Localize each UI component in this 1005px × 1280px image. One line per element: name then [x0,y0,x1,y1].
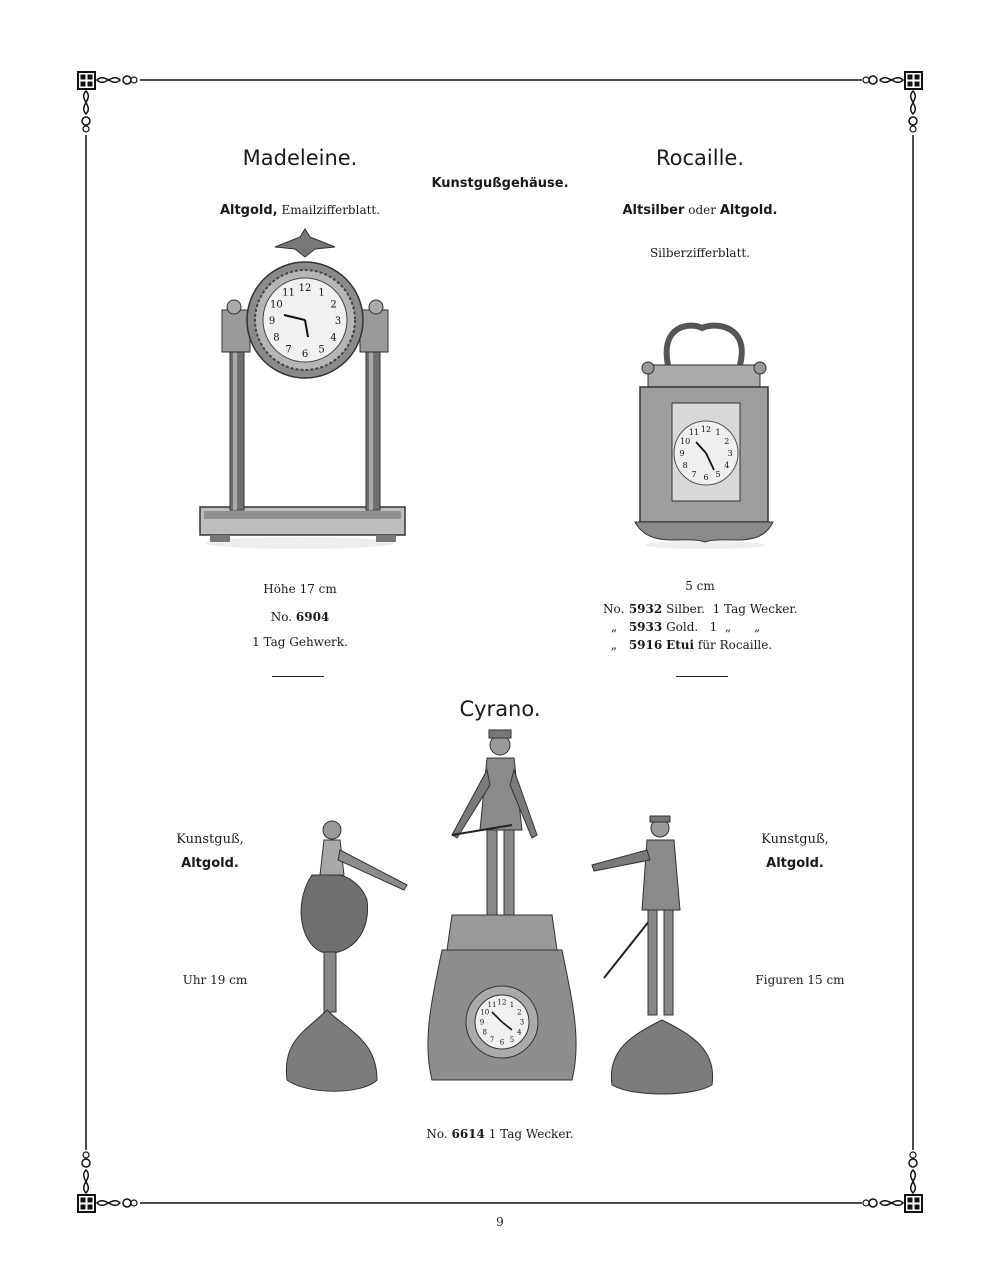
dial-numeral: 11 [688,428,700,438]
dial-numeral: 11 [282,287,295,299]
dial-numeral: 1 [715,428,721,438]
dial-numeral: 11 [487,1001,497,1010]
dial-numeral: 10 [480,1008,490,1017]
dial-numeral: 4 [330,332,337,344]
madeleine-divider [272,676,324,677]
dial-numeral: 1 [318,287,325,299]
dial-numeral: 7 [691,469,697,479]
rocaille-size: 5 cm [685,579,715,593]
dial-numeral: 7 [489,1035,495,1044]
madeleine-number: No. 6904 [270,610,330,624]
dial-numeral: 12 [497,998,507,1007]
rocaille-title: Rocaille. [655,146,744,170]
dial-numeral: 2 [724,437,730,446]
corner-ornament-top-left [78,72,137,132]
cyrano-clock [428,950,576,1080]
corner-ornament-bottom-right [863,1152,922,1212]
dial-numeral: 9 [479,1018,485,1027]
dial-numeral: 6 [301,349,309,360]
dial-numeral: 6 [703,473,709,482]
rocaille-row: „ 5933 Gold. 1 „ „ [610,620,761,634]
dial-numeral: 8 [482,1028,487,1037]
madeleine-height: Höhe 17 cm [263,582,337,596]
madeleine-title: Madeleine. [242,146,358,170]
cyrano-right-material: Kunstguß, [761,832,829,847]
gallant-figure [592,816,713,1094]
gentleman-figure [447,730,557,950]
rocaille-clock-illustration [630,320,780,550]
madeleine-movement: 1 Tag Gehwerk. [252,635,348,649]
rocaille-dial: Silberzifferblatt. [649,246,751,260]
rocaille-row: No. 5932 Silber. 1 Tag Wecker. [603,602,798,616]
dial-numeral: 5 [715,469,721,479]
lady-figure [286,821,407,1091]
corner-ornament-bottom-left [78,1152,137,1212]
page-subtitle: Kunstgußgehäuse. [431,176,569,191]
dial-numeral: 2 [330,299,337,311]
corner-ornament-top-right [863,72,922,132]
dial-numeral: 1 [509,1001,515,1010]
madeleine-material: Altgold, Emailzifferblatt. [219,203,381,218]
dial-numeral: 2 [517,1008,522,1017]
cyrano-left-material: Kunstguß, [176,832,244,847]
dial-numeral: 10 [270,299,283,311]
dial-numeral: 8 [273,332,280,344]
dial-numeral: 9 [679,449,685,458]
rocaille-material: Altsilber oder Altgold. [622,203,778,218]
cyrano-right-color: Altgold. [766,856,824,871]
dial-numeral: 7 [285,344,292,356]
dial-numeral: 3 [519,1018,525,1027]
page-number: 9 [496,1215,504,1229]
dial-numeral: 8 [682,461,688,470]
cyrano-title: Cyrano. [459,697,541,721]
dial-numeral: 3 [334,316,342,327]
dial-numeral: 5 [318,344,325,356]
dial-numeral: 3 [727,449,733,458]
dial-numeral: 4 [517,1028,522,1037]
dial-numeral: 5 [509,1035,515,1044]
cyrano-left-color: Altgold. [181,856,239,871]
dial-numeral: 4 [724,461,730,470]
dial-numeral: 6 [499,1038,505,1047]
cyrano-figure-height: Figuren 15 cm [755,973,845,987]
madeleine-clock-illustration [180,225,420,555]
rocaille-divider [676,676,728,677]
dial-numeral: 10 [680,437,691,446]
cyrano-clock-height: Uhr 19 cm [182,973,248,987]
cyrano-number: No. 6614 1 Tag Wecker. [426,1127,574,1141]
dial-numeral: 9 [268,316,276,327]
rocaille-row: „ 5916 Etui für Rocaille. [610,638,773,652]
cyrano-set-illustration [282,700,722,1100]
dial-numeral: 12 [298,283,312,294]
dial-numeral: 12 [700,425,712,434]
